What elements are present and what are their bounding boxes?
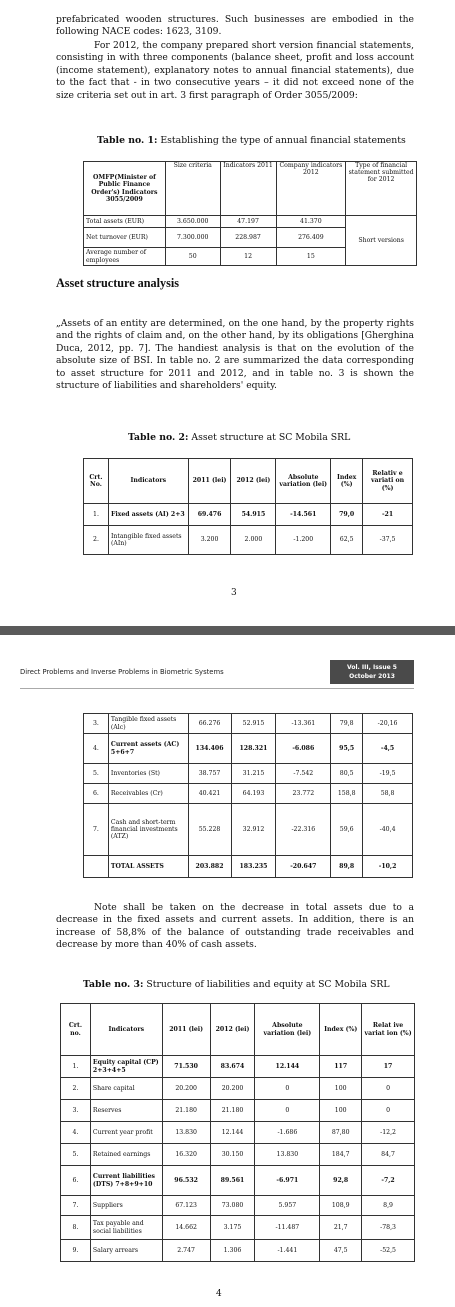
t2c-cell: 158,8: [331, 784, 363, 804]
t3-cell: 184,7: [320, 1144, 362, 1166]
t3-cell: 89.561: [210, 1166, 255, 1196]
t2c-cell: 4.: [84, 734, 109, 764]
t3-cell: 9.: [61, 1240, 91, 1262]
table-row: [61, 1056, 415, 1078]
t2c-cell: Cash and short-term financial investments (ATZ): [108, 804, 188, 856]
t2-cell: -21: [363, 504, 413, 526]
t3-cell: 0: [255, 1078, 320, 1100]
t3-cell: 0: [255, 1100, 320, 1122]
t3-cell: 117: [320, 1056, 362, 1078]
t3-cell: 13.830: [255, 1144, 320, 1166]
t3-cell: 16.320: [162, 1144, 210, 1166]
t1-cell: 7.300.000: [165, 228, 220, 248]
t2c-cell: 183.235: [231, 856, 276, 878]
t3-cell: Retained earnings: [90, 1144, 162, 1166]
t3-cell: 5.957: [255, 1196, 320, 1216]
page-separator: [0, 626, 455, 635]
t3-cell: Share capital: [90, 1078, 162, 1100]
t2c-cell: 66.276: [188, 714, 231, 734]
t2c-cell: 58,8: [363, 784, 413, 804]
t3-cell: 87,80: [320, 1122, 362, 1144]
t2c-cell: 23.772: [276, 784, 331, 804]
t2-cell: 2.: [84, 526, 109, 555]
t3-cell: 92,8: [320, 1166, 362, 1196]
t3-cell: Salary arrears: [90, 1240, 162, 1262]
table-row: [84, 734, 413, 764]
t3-cell: 14.662: [162, 1216, 210, 1240]
paragraph-short-version: For 2012, the company prepared short version financial statements, consisting in with three components (balance sheet, profit and loss account (income statement), explanatory notes to annual financial statements), due to the fact that - in two consecutive years – it did not exceed none of the size criteria set out in art. 3 first paragraph of Order 3055/2009:: [56, 40, 414, 101]
t2-cell: Fixed assets (AI) 2+3: [108, 504, 188, 526]
paragraph-assets: „Assets of an entity are determined, on the one hand, by the property rights and the rights of claim and, on the other hand, by its obligations [Gherghina Duca, 2012, pp. 7]. The handiest analysis is that on the evolution of the absolute size of BSI. In table no. 2 are summarized the data corresponding to asset structure for 2011 and 2012, and in table no. 3 is shown the structure of liabilities and shareholders' equity.: [56, 318, 414, 392]
table-row: [61, 1196, 415, 1216]
t3-cell: 13.830: [162, 1122, 210, 1144]
t2c-cell: TOTAL ASSETS: [108, 856, 188, 878]
t3-header: 2012 (lei): [210, 1004, 255, 1056]
table2-caption: Table no. 2: Asset structure at SC Mobila SRL: [128, 432, 351, 443]
t1-header: Size criteria: [165, 162, 220, 216]
t2c-cell: Tangible fixed assets (Alc): [108, 714, 188, 734]
t2-header: Crt. No.: [84, 459, 109, 504]
t2c-cell: 55.228: [188, 804, 231, 856]
t2c-cell: 128.321: [231, 734, 276, 764]
t3-cell: 73.080: [210, 1196, 255, 1216]
t3-header: Index (%): [320, 1004, 362, 1056]
t1-cell: 3.650.000: [165, 216, 220, 228]
t3-cell: -11.487: [255, 1216, 320, 1240]
t3-cell: -52,5: [362, 1240, 415, 1262]
t2c-cell: 5.: [84, 764, 109, 784]
table3-caption: Table no. 3: Structure of liabilities and equity at SC Mobila SRL: [83, 979, 390, 990]
t2c-cell: 134.406: [188, 734, 231, 764]
t3-cell: Suppliers: [90, 1196, 162, 1216]
t1-header: Type of financial statement submitted for 2012: [346, 162, 417, 216]
t1-header: Company indicators 2012: [276, 162, 346, 216]
t2-cell: 62,5: [331, 526, 363, 555]
t3-cell: 1.: [61, 1056, 91, 1078]
t2-cell: 54.915: [231, 504, 276, 526]
table-row: [61, 1240, 415, 1262]
t3-cell: -78,3: [362, 1216, 415, 1240]
t3-header: Crt. no.: [61, 1004, 91, 1056]
t2c-cell: -10,2: [363, 856, 413, 878]
t3-cell: 71.530: [162, 1056, 210, 1078]
t3-cell: 47,5: [320, 1240, 362, 1262]
table-row: [84, 856, 413, 878]
t3-cell: 12.144: [210, 1122, 255, 1144]
t3-header: Relat ive variat ion (%): [362, 1004, 415, 1056]
t3-cell: 21,7: [320, 1216, 362, 1240]
t3-cell: 7.: [61, 1196, 91, 1216]
t1-cell: Net turnover (EUR): [84, 228, 166, 248]
t2c-cell: 59,6: [331, 804, 363, 856]
t2-header: Indicators: [108, 459, 188, 504]
t3-cell: -1.686: [255, 1122, 320, 1144]
t2c-cell: 7.: [84, 804, 109, 856]
t2c-cell: Inventories (St): [108, 764, 188, 784]
table-row: [84, 526, 413, 555]
t3-cell: 0: [362, 1100, 415, 1122]
t2c-cell: -4,5: [363, 734, 413, 764]
t2-header: 2012 (lei): [231, 459, 276, 504]
t3-cell: 108,9: [320, 1196, 362, 1216]
table-row: [61, 1216, 415, 1240]
t3-cell: 3.175: [210, 1216, 255, 1240]
t2-cell: 1.: [84, 504, 109, 526]
paragraph-note: Note shall be taken on the decrease in total assets due to a decrease in the fixed assets and current assets. In addition, there is an increase of 58,8% of the balance of outstanding trade receivables and decrease by more than 40% of cash assets.: [56, 902, 414, 951]
table3: [60, 1003, 415, 1262]
t2c-cell: -22.316: [276, 804, 331, 856]
t3-header: Absolute variation (lei): [255, 1004, 320, 1056]
t2c-cell: -6.086: [276, 734, 331, 764]
issue-badge: [330, 660, 414, 684]
t3-cell: 17: [362, 1056, 415, 1078]
table-row: [84, 216, 417, 228]
t3-cell: 8,9: [362, 1196, 415, 1216]
t1-type-cell: Short versions: [346, 216, 417, 266]
t2c-cell: 79,8: [331, 714, 363, 734]
t3-cell: Equity capital (CP) 2+3+4+5: [90, 1056, 162, 1078]
t2-cell: -14.561: [276, 504, 331, 526]
t3-cell: Tax payable and social liabilities: [90, 1216, 162, 1240]
t2c-cell: -7.542: [276, 764, 331, 784]
table-row: [61, 1144, 415, 1166]
t2-cell: 3.200: [188, 526, 231, 555]
t3-cell: -1.441: [255, 1240, 320, 1262]
t3-cell: 20.200: [210, 1078, 255, 1100]
t2-header: Absolute variation (lei): [276, 459, 331, 504]
t2c-cell: 203.882: [188, 856, 231, 878]
t2c-cell: Receivables (Cr): [108, 784, 188, 804]
t2c-cell: Current assets (AC) 5+6+7: [108, 734, 188, 764]
badge-date: October 2013: [349, 673, 395, 680]
t2-cell: -1.200: [276, 526, 331, 555]
t2c-cell: -13.361: [276, 714, 331, 734]
table-row: [84, 504, 413, 526]
t3-cell: -6.971: [255, 1166, 320, 1196]
t2c-cell: 31.215: [231, 764, 276, 784]
header-rule: [20, 688, 414, 689]
t3-cell: 5.: [61, 1144, 91, 1166]
table2: [83, 458, 413, 555]
t2c-cell: [84, 856, 109, 878]
t1-cell: 15: [276, 248, 346, 266]
t3-cell: 96.532: [162, 1166, 210, 1196]
t3-cell: Current year profit: [90, 1122, 162, 1144]
t2c-cell: 3.: [84, 714, 109, 734]
t3-cell: 21.180: [162, 1100, 210, 1122]
t3-cell: 3.: [61, 1100, 91, 1122]
t2c-cell: 38.757: [188, 764, 231, 784]
t2c-cell: -40,4: [363, 804, 413, 856]
t3-cell: Reserves: [90, 1100, 162, 1122]
t2-header: Index (%): [331, 459, 363, 504]
t2c-cell: 40.421: [188, 784, 231, 804]
t3-cell: 8.: [61, 1216, 91, 1240]
table-row: [84, 714, 413, 734]
t2c-cell: -20,16: [363, 714, 413, 734]
t3-cell: -12,2: [362, 1122, 415, 1144]
t2c-cell: -20.647: [276, 856, 331, 878]
t3-header: Indicators: [90, 1004, 162, 1056]
t2-header: 2011 (lei): [188, 459, 231, 504]
t1-cell: 47.197: [220, 216, 276, 228]
table-row: [84, 784, 413, 804]
t3-cell: -7,2: [362, 1166, 415, 1196]
t3-cell: 83.674: [210, 1056, 255, 1078]
table-row: [61, 1100, 415, 1122]
t1-cell: 228.987: [220, 228, 276, 248]
t2c-cell: 80,5: [331, 764, 363, 784]
section-heading: Asset structure analysis: [56, 276, 179, 290]
t3-cell: 4.: [61, 1122, 91, 1144]
t2-cell: 2.000: [231, 526, 276, 555]
table-row: [61, 1078, 415, 1100]
t3-cell: 67.123: [162, 1196, 210, 1216]
t2-cell: 79,0: [331, 504, 363, 526]
t3-cell: 100: [320, 1078, 362, 1100]
page-3: [0, 0, 455, 620]
t3-cell: 6.: [61, 1166, 91, 1196]
t3-cell: 21.180: [210, 1100, 255, 1122]
t3-cell: 2.747: [162, 1240, 210, 1262]
t1-header: OMFP(Minister of Public Finance Order's) Indicators 3055/2009: [84, 162, 166, 216]
badge-volume: Vol. III, Issue 5: [347, 664, 397, 671]
t1-header: Indicators 2011: [220, 162, 276, 216]
t3-cell: 0: [362, 1078, 415, 1100]
t1-cell: 12: [220, 248, 276, 266]
t2c-cell: 32.912: [231, 804, 276, 856]
t2c-cell: 89,8: [331, 856, 363, 878]
t3-cell: Current liabilities (DTS) 7+8+9+10: [90, 1166, 162, 1196]
t1-cell: Average number of employees: [84, 248, 166, 266]
t3-cell: 2.: [61, 1078, 91, 1100]
table-row: [61, 1122, 415, 1144]
t2c-cell: 95,5: [331, 734, 363, 764]
t2c-cell: -19,5: [363, 764, 413, 784]
t3-cell: 1.306: [210, 1240, 255, 1262]
table-row: [84, 804, 413, 856]
t2c-cell: 64.193: [231, 784, 276, 804]
t2-cell: Intangible fixed assets (AIn): [108, 526, 188, 555]
t2c-cell: 52.915: [231, 714, 276, 734]
t2c-cell: 6.: [84, 784, 109, 804]
table2-continued: [83, 713, 413, 878]
t2-cell: 69.476: [188, 504, 231, 526]
t3-cell: 30.150: [210, 1144, 255, 1166]
t1-cell: 276.409: [276, 228, 346, 248]
t3-cell: 84,7: [362, 1144, 415, 1166]
page-number: 3: [231, 588, 237, 598]
t3-cell: 12.144: [255, 1056, 320, 1078]
t2-cell: -37,5: [363, 526, 413, 555]
t1-cell: Total assets (EUR): [84, 216, 166, 228]
t3-cell: 100: [320, 1100, 362, 1122]
t3-header: 2011 (lei): [162, 1004, 210, 1056]
journal-header: Direct Problems and Inverse Problems in Biometric Systems: [20, 668, 224, 676]
t3-cell: 20.200: [162, 1078, 210, 1100]
page-number: 4: [216, 1289, 222, 1299]
t1-cell: 50: [165, 248, 220, 266]
paragraph-nace: prefabricated wooden structures. Such businesses are embodied in the following NACE codes: 1623, 3109.: [56, 14, 414, 38]
table1: [83, 161, 417, 266]
table-row: [84, 764, 413, 784]
t1-cell: 41.370: [276, 216, 346, 228]
table-row: [61, 1166, 415, 1196]
table1-caption: Table no. 1: Establishing the type of annual financial statements: [97, 135, 406, 146]
t2-header: Relativ e variati on (%): [363, 459, 413, 504]
